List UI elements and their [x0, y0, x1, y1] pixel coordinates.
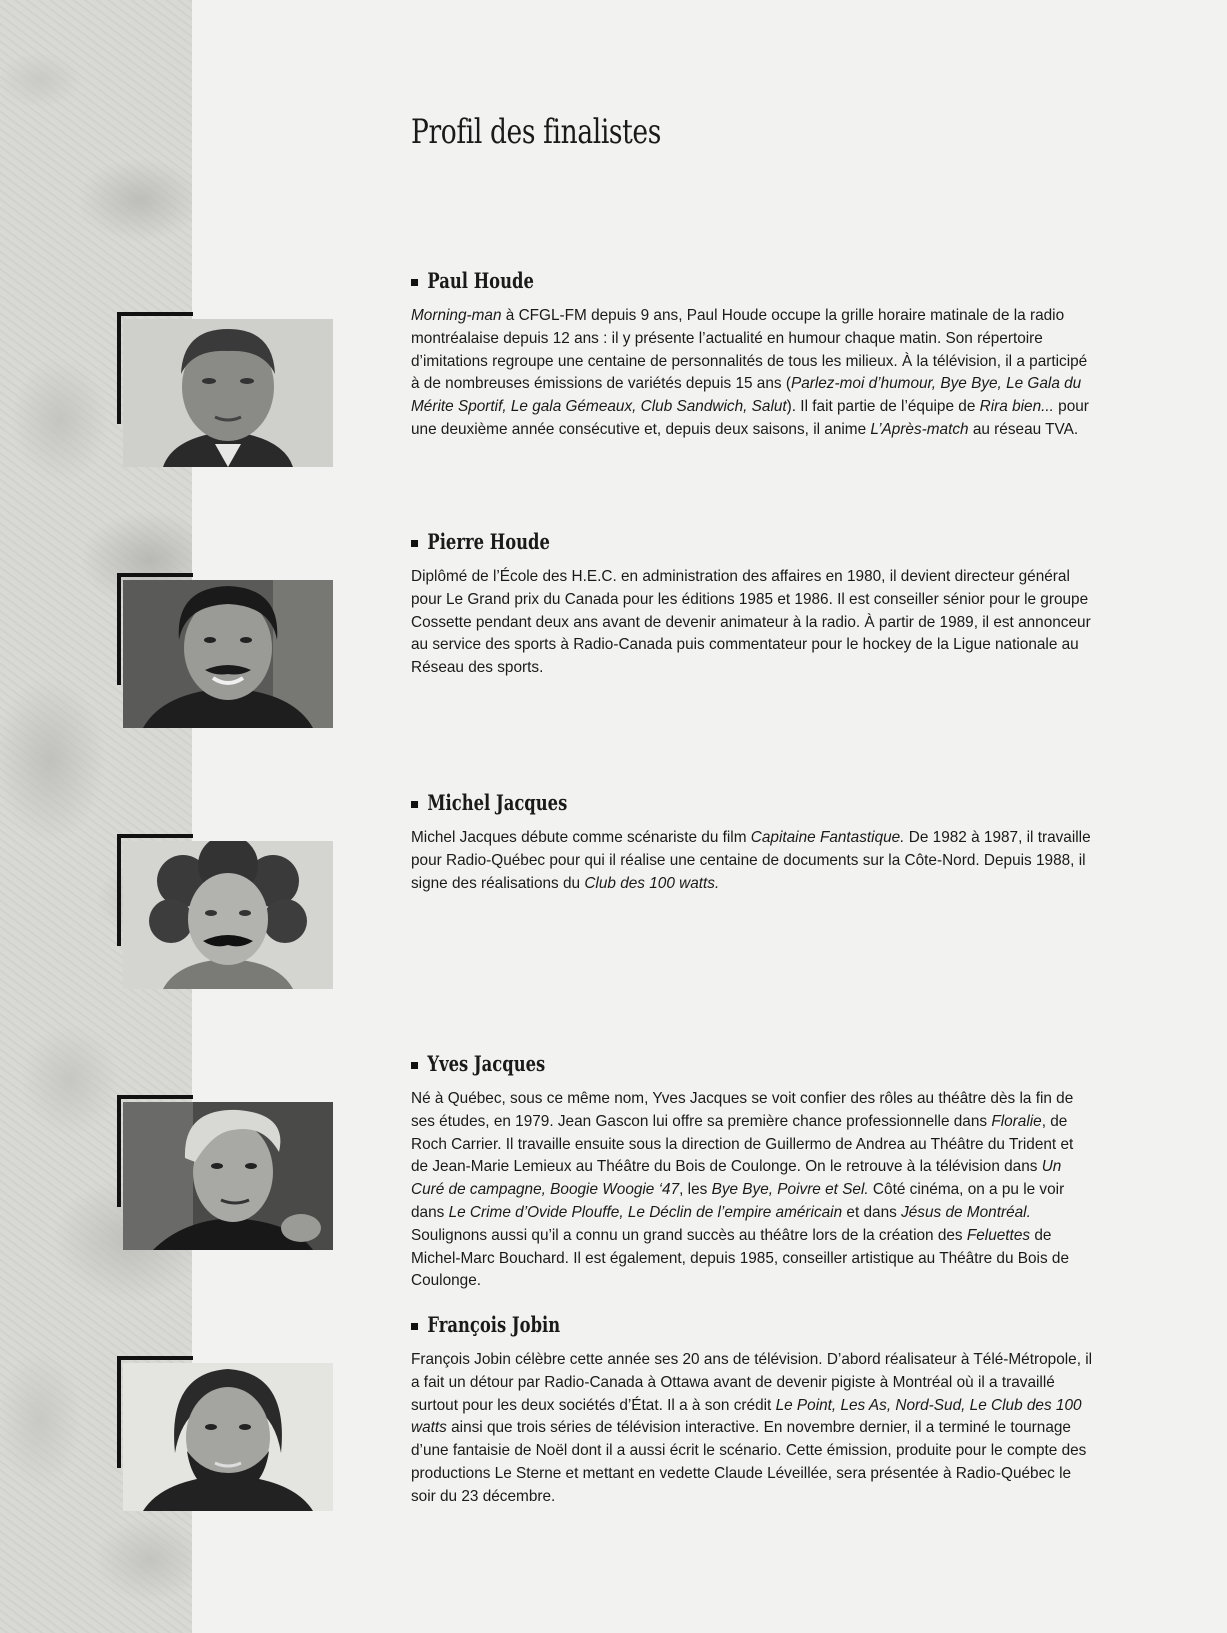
- portrait-photo: [123, 1102, 333, 1250]
- frame-corner: [117, 573, 121, 685]
- page-title: Profil des finalistes: [411, 112, 661, 152]
- bullet-marker: [411, 1062, 418, 1069]
- frame-corner: [117, 834, 121, 946]
- finalist-bio: Michel Jacques débute comme scénariste du film Capitaine Fantastique. De 1982 à 1987, il travaille pour Radio-Québec pour qui il réalise une centaine de documents sur la Côte-Nord. Depuis 1988, il signe des réalisations du Club des 100 watts.: [411, 829, 1091, 892]
- portrait-frame: [117, 1356, 335, 1512]
- frame-corner: [117, 834, 193, 838]
- finalist-bio: Né à Québec, sous ce même nom, Yves Jacques se voit confier des rôles au théâtre dès la fin de ses études, en 1979. Jean Gascon lui offre sa première chance professionnelle dans Floralie, de Roch Carrier. Il travaille ensuite sous la direction de Guillermo de Andrea au Théâtre du Trident et de Jean-Marie Lemieux au Théâtre du Bois de Coulonge. On le retrouve à la télévision dans Un Curé de campagne, Boogie Woogie ‘47, les Bye Bye, Poivre et Sel. Côté cinéma, on a pu le voir dans Le Crime d’Ovide Plouffe, Le Déclin de l’empire américain et dans Jésus de Montréal. Soulignons aussi qu’il a connu un grand succès au théâtre lors de la création des Feluettes de Michel-Marc Bouchard. Il est également, depuis 1985, conseiller artistique au Théâtre du Bois de Coulonge.: [411, 1090, 1074, 1290]
- portrait-photo: [123, 580, 333, 728]
- frame-corner: [117, 1356, 193, 1360]
- finalist-name: Pierre Houde: [411, 529, 550, 554]
- portrait-photo: [123, 319, 333, 467]
- bullet-marker: [411, 279, 418, 286]
- finalist-bio: François Jobin célèbre cette année ses 20 ans de télévision. D’abord réalisateur à Télé-Métropole, il a fait un détour par Radio-Canada à Ottawa avant de devenir pigiste à Montréal où il a travaillé surtout pour les deux sociétés d’État. Il a à son crédit Le Point, Les As, Nord-Sud, Le Club des 100 watts ainsi que trois séries de télévision interactive. En novembre dernier, il a terminé le tournage d’une fantaisie de Noël dont il a aussi écrit le scénario. Cette émission, produite pour le compte des productions Le Sterne et mettant en vedette Claude Léveillée, sera présentée à Radio-Québec le soir du 23 décembre.: [411, 1351, 1093, 1505]
- finalist-bio: Diplômé de l’École des H.E.C. en administration des affaires en 1980, il devient directeur général pour Le Grand prix du Canada pour les éditions 1985 et 1986. Il est conseiller sénior pour le groupe Cossette pendant deux ans avant de devenir animateur à la radio. À partir de 1989, il est annonceur au service des sports à Radio-Canada puis commentateur pour le hockey de la Ligue nationale au Réseau des sports.: [411, 568, 1091, 677]
- finalist-name: Paul Houde: [411, 268, 534, 293]
- portrait-frame: [117, 573, 335, 729]
- frame-corner: [117, 1095, 193, 1099]
- bullet-marker: [411, 801, 418, 808]
- frame-corner: [117, 312, 121, 424]
- finalist-name: Michel Jacques: [411, 790, 567, 815]
- finalist-name: François Jobin: [411, 1312, 560, 1337]
- finalist-bio: Morning-man à CFGL-FM depuis 9 ans, Paul Houde occupe la grille horaire matinale de la radio montréalaise depuis 12 ans : il y présente l’actualité en humour chaque matin. Son répertoire d’imitations regroupe une centaine de personnalités de tous les milieux. À la télévision, il a participé à de nombreuses émissions de variétés depuis 15 ans (Parlez-moi d’humour, Bye Bye, Le Gala du Mérite Sportif, Le gala Gémeaux, Club Sandwich, Salut). Il fait partie de l’équipe de Rira bien... pour une deuxième année consécutive et, depuis deux saisons, il anime L’Après-match au réseau TVA.: [411, 307, 1089, 438]
- portrait-frame: [117, 312, 335, 468]
- portrait-photo: [123, 1363, 333, 1511]
- bullet-marker: [411, 1323, 418, 1330]
- finalist-name: Yves Jacques: [411, 1051, 545, 1076]
- portrait-frame: [117, 834, 335, 990]
- portrait-frame: [117, 1095, 335, 1251]
- frame-corner: [117, 573, 193, 577]
- frame-corner: [117, 312, 193, 316]
- bullet-marker: [411, 540, 418, 547]
- portrait-photo: [123, 841, 333, 989]
- frame-corner: [117, 1095, 121, 1207]
- frame-corner: [117, 1356, 121, 1468]
